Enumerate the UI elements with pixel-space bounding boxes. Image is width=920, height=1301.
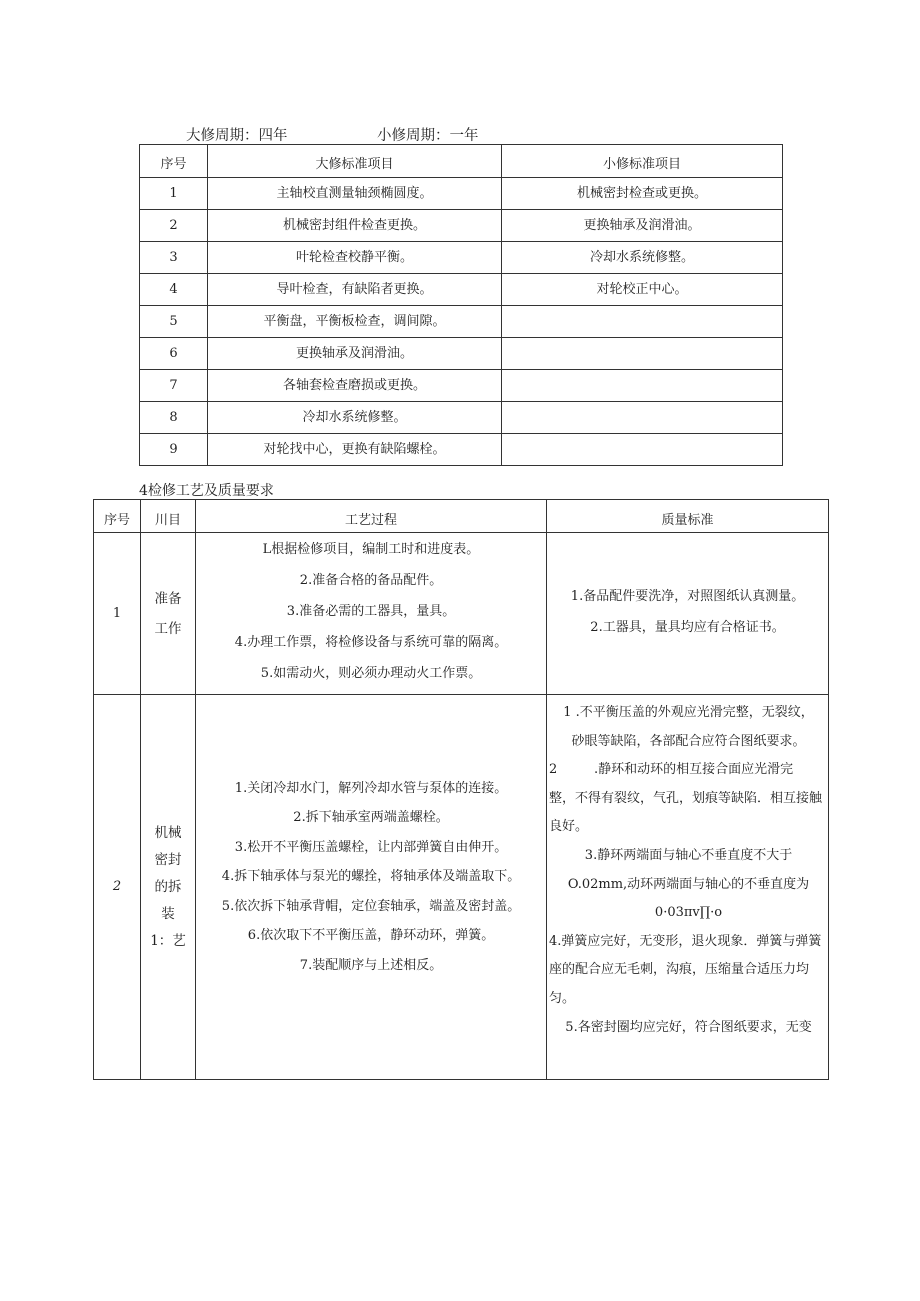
- process-step: 1.关闭冷却水门，解列冷却水管与泵体的连接。: [234, 780, 508, 796]
- item-line: 的拆: [154, 878, 182, 895]
- row-number: 8: [140, 402, 208, 434]
- row-number: 2: [94, 695, 141, 1080]
- process-step: 7.装配顺序与上述相反。: [299, 957, 443, 973]
- process-step: 4.拆下轴承体与泵光的螺拴，将轴承体及端盖取下。: [221, 869, 521, 885]
- process-step: 5.如需动火，则必须办理动火工作票。: [260, 666, 482, 681]
- row-number: 6: [140, 338, 208, 370]
- quality-item: 2.工器具，量具均应有合格证书。: [590, 619, 785, 635]
- column-header: 序号: [94, 500, 141, 533]
- table-header-row: [94, 500, 829, 533]
- major-item: 机械密封组件检查更换。: [208, 210, 502, 242]
- table-row: [94, 533, 829, 695]
- process-step: 4.办理工作票，将检修设备与系统可靠的隔离。: [234, 635, 508, 650]
- minor-item: 对轮校正中心。: [502, 274, 783, 306]
- major-item: 对轮找中心，更换有缺陷螺栓。: [208, 434, 502, 466]
- column-header: 序号: [140, 145, 208, 178]
- major-item: 叶轮检查校静平衡。: [208, 242, 502, 274]
- table-row: [140, 338, 783, 370]
- item-line: 工作: [154, 620, 182, 637]
- quality-item-number: 2: [549, 762, 558, 778]
- row-number: 5: [140, 306, 208, 338]
- major-item: 冷却水系统修整。: [208, 402, 502, 434]
- item-line: 1：艺: [150, 932, 186, 949]
- column-header: 质量标准: [547, 500, 829, 533]
- major-item: 主轴校直测量轴颈椭圆度。: [208, 178, 502, 210]
- table-row: [140, 178, 783, 210]
- item-line: 机械: [154, 824, 182, 841]
- process-step: 3.准备必需的工器具，量具。: [286, 604, 456, 619]
- major-item: 导叶检查，有缺陷者更换。: [208, 274, 502, 306]
- minor-item: 机械密封检查或更换。: [502, 178, 783, 210]
- table-row: [140, 434, 783, 466]
- table-row: [140, 242, 783, 274]
- row-number: 4: [140, 274, 208, 306]
- table-row: [140, 402, 783, 434]
- item-line: 装: [161, 905, 175, 922]
- minor-item: [502, 306, 783, 338]
- process-step: 2.拆下轴承室两端盖螺栓。: [293, 810, 449, 826]
- quality-item: 砂眼等缺陷，各部配合应符合图纸要求。: [571, 733, 806, 749]
- row-number: 9: [140, 434, 208, 466]
- process-step: 3.松开不平衡压盖螺栓，让内部弹簧自由伸开。: [234, 839, 508, 855]
- process-step: L根据检修项目，编制工时和进度表。: [262, 542, 480, 557]
- major-item: 平衡盘，平衡板检查，调间隙。: [208, 306, 502, 338]
- process-step: 6.依次取下不平衡压盖，静环动环，弹簧。: [247, 928, 495, 944]
- column-header: 工艺过程: [196, 500, 547, 533]
- minor-period: 小修周期：一年: [377, 128, 479, 144]
- quality-item: O.02mm,动环两端面与轴心的不垂直度为: [567, 876, 810, 892]
- major-item: 更换轴承及润滑油。: [208, 338, 502, 370]
- major-period: 大修周期：四年: [186, 128, 288, 144]
- item-line: 准备: [154, 590, 182, 607]
- quality-cell: [547, 533, 829, 695]
- process-step: 5.依次拆下轴承背帽，定位套轴承，端盖及密封盖。: [221, 898, 521, 914]
- item-line: 密封: [154, 851, 182, 868]
- table-row: [94, 695, 829, 1080]
- quality-item: [549, 756, 828, 785]
- section-title: 4检修工艺及质量要求: [139, 483, 274, 499]
- quality-item: 0·03πv∏·o: [654, 905, 723, 921]
- item-cell: [141, 695, 196, 1080]
- minor-item: 冷却水系统修整。: [502, 242, 783, 274]
- minor-item: [502, 370, 783, 402]
- table-row: [140, 274, 783, 306]
- quality-item: 4.弹簧应完好，无变形，退火现象．弹簧与弹簧座的配合应无毛刺，沟痕，压缩量合适压力均匀。: [549, 933, 822, 1006]
- quality-item-text: .静环和动环的相互接合面应光滑完: [594, 762, 794, 778]
- process-cell: [196, 695, 547, 1080]
- minor-item: 更换轴承及润滑油。: [502, 210, 783, 242]
- process-cell: [196, 533, 547, 695]
- quality-item: 5.各密封圈均应完好，符合图纸要求，无变: [565, 1019, 812, 1035]
- quality-item: 整，不得有裂纹，气孔，划痕等缺陷．相互接触良好。: [549, 790, 823, 835]
- row-number: 2: [140, 210, 208, 242]
- column-header: 大修标准项目: [208, 145, 502, 178]
- row-number: 1: [140, 178, 208, 210]
- minor-item: [502, 434, 783, 466]
- row-number: 1: [94, 533, 141, 695]
- quality-cell: [547, 695, 829, 1080]
- minor-item: [502, 338, 783, 370]
- maintenance-standards-table: [139, 144, 783, 466]
- process-quality-table: [93, 499, 829, 1080]
- major-item: 各轴套检查磨损或更换。: [208, 370, 502, 402]
- quality-item: 1 .不平衡压盖的外观应光滑完整，无裂纹，: [563, 705, 814, 720]
- table-row: [140, 370, 783, 402]
- column-header: 川目: [141, 500, 196, 533]
- row-number: 3: [140, 242, 208, 274]
- quality-item: 3.静环两端面与轴心不垂直度不大于: [584, 847, 793, 863]
- minor-item: [502, 402, 783, 434]
- table-row: [140, 210, 783, 242]
- table-row: [140, 306, 783, 338]
- item-cell: [141, 533, 196, 695]
- column-header: 小修标准项目: [502, 145, 783, 178]
- table-header-row: [140, 145, 783, 178]
- row-number: 7: [140, 370, 208, 402]
- quality-item: 1.备品配件要洗净，对照图纸认真测量。: [570, 588, 805, 604]
- process-step: 2.准备合格的备品配件。: [299, 573, 443, 588]
